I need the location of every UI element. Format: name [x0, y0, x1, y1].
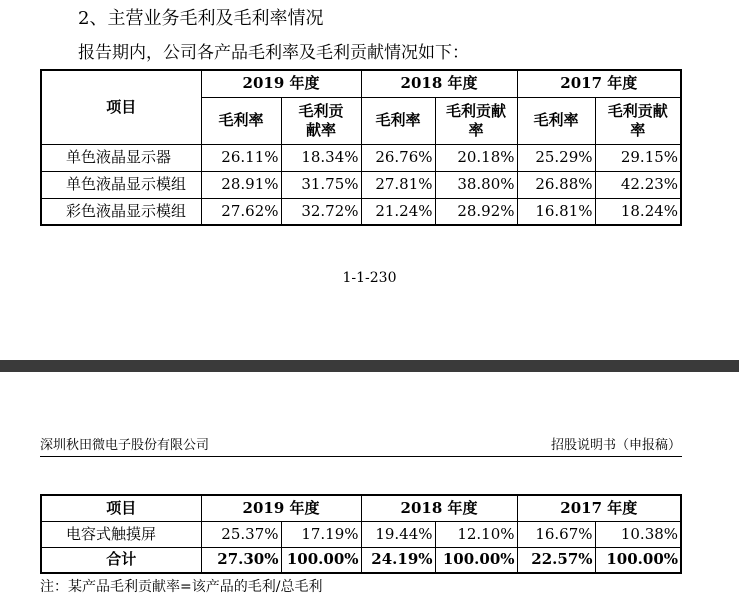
year-header-2017: 2017 年度: [517, 495, 681, 521]
row-label: 单色液晶显示模组: [41, 171, 201, 198]
year-header-2019: 2019 年度: [201, 495, 361, 521]
cell-value: 17.19%: [281, 521, 361, 547]
section-heading: 2、主营业务毛利及毛利率情况: [78, 8, 324, 29]
cell-value: 31.75%: [281, 171, 361, 198]
document-title-header: 招股说明书（申报稿）: [550, 438, 681, 453]
total-value: 100.00%: [435, 547, 517, 573]
sub-header-margin-2019: 毛利率: [201, 97, 281, 144]
year-header-2018: 2018 年度: [361, 70, 517, 97]
cell-value: 10.38%: [595, 521, 681, 547]
table-row: [41, 521, 681, 547]
sub-header-contribution-2018: 毛利贡献 率: [435, 97, 517, 144]
item-header: 项目: [41, 495, 201, 521]
total-label: 合计: [41, 547, 201, 573]
total-value: 100.00%: [595, 547, 681, 573]
sub-header-contribution-2019: 毛利贡 献率: [281, 97, 361, 144]
total-value: 27.30%: [201, 547, 281, 573]
company-name-header: 深圳秋田微电子股份有限公司: [40, 438, 210, 453]
cell-value: 26.11%: [201, 144, 281, 171]
cell-value: 26.76%: [361, 144, 435, 171]
cell-value: 25.37%: [201, 521, 281, 547]
table-row: [41, 144, 681, 171]
header-divider: [40, 456, 682, 457]
sub-header-margin-2018: 毛利率: [361, 97, 435, 144]
cell-value: 28.92%: [435, 198, 517, 225]
cell-value: 32.72%: [281, 198, 361, 225]
total-value: 22.57%: [517, 547, 595, 573]
cell-value: 21.24%: [361, 198, 435, 225]
cell-value: 25.29%: [517, 144, 595, 171]
table-row: [41, 171, 681, 198]
total-value: 24.19%: [361, 547, 435, 573]
cell-value: 27.62%: [201, 198, 281, 225]
gross-margin-table: [40, 69, 682, 226]
cell-value: 16.81%: [517, 198, 595, 225]
row-label: 彩色液晶显示模组: [41, 198, 201, 225]
row-label: 单色液晶显示器: [41, 144, 201, 171]
page-number: 1-1-230: [342, 270, 397, 286]
row-label: 电容式触摸屏: [41, 521, 201, 547]
page-break-separator: [0, 360, 739, 372]
cell-value: 28.91%: [201, 171, 281, 198]
gross-margin-table-continued: [40, 494, 682, 574]
sub-header-contribution-2017: 毛利贡献 率: [595, 97, 681, 144]
cell-value: 27.81%: [361, 171, 435, 198]
year-header-2017: 2017 年度: [517, 70, 681, 97]
table-footnote: 注：某产品毛利贡献率=该产品的毛利/总毛利: [40, 579, 323, 595]
cell-value: 16.67%: [517, 521, 595, 547]
cell-value: 38.80%: [435, 171, 517, 198]
item-header: 项目: [41, 70, 201, 144]
cell-value: 18.24%: [595, 198, 681, 225]
total-row: [41, 547, 681, 573]
cell-value: 20.18%: [435, 144, 517, 171]
total-value: 100.00%: [281, 547, 361, 573]
cell-value: 29.15%: [595, 144, 681, 171]
year-header-2019: 2019 年度: [201, 70, 361, 97]
sub-header-margin-2017: 毛利率: [517, 97, 595, 144]
cell-value: 42.23%: [595, 171, 681, 198]
year-header-2018: 2018 年度: [361, 495, 517, 521]
intro-paragraph: 报告期内，公司各产品毛利率及毛利贡献情况如下：: [78, 43, 469, 63]
table-row: [41, 198, 681, 225]
cell-value: 26.88%: [517, 171, 595, 198]
cell-value: 19.44%: [361, 521, 435, 547]
cell-value: 18.34%: [281, 144, 361, 171]
cell-value: 12.10%: [435, 521, 517, 547]
